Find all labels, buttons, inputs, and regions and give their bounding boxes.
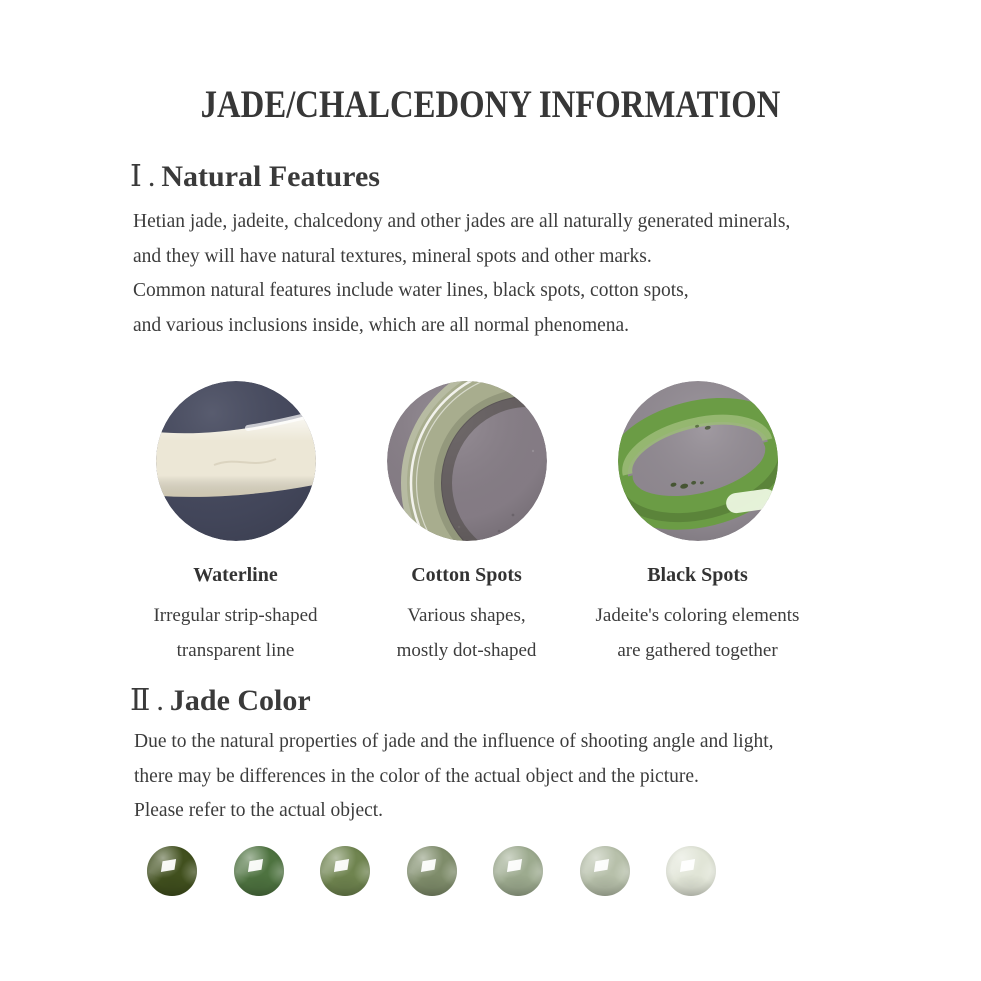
jade-color-swatch-row <box>147 846 716 896</box>
feature-desc-line: transparent line <box>176 640 295 662</box>
feature-description <box>596 598 800 668</box>
section-heading-jade-color <box>130 682 311 720</box>
feature-description <box>153 598 317 668</box>
jade-bead <box>493 846 543 896</box>
paragraph-line: there may be differences in the color of the actual object and the picture. <box>134 765 699 787</box>
bead-highlight-icon <box>334 859 349 872</box>
paragraph-line: Please refer to the actual object. <box>134 800 384 822</box>
section-heading-text: Natural Features <box>161 160 380 193</box>
jade-bead <box>580 846 630 896</box>
section-heading-text: Jade Color <box>169 684 311 717</box>
bead-highlight-icon <box>161 859 176 872</box>
paragraph-line: Hetian jade, jadeite, chalcedony and other jades are all naturally generated minerals, <box>133 211 791 232</box>
feature-columns-row <box>120 381 813 668</box>
feature-desc-line: mostly dot-shaped <box>396 640 537 662</box>
paragraph-line: and they will have natural textures, mineral spots and other marks. <box>133 245 652 267</box>
jade-bead <box>320 846 370 896</box>
bead-highlight-icon <box>507 859 522 872</box>
waterline-photo <box>156 381 316 541</box>
jade-bead <box>407 846 457 896</box>
feature-column-waterline <box>120 381 351 668</box>
feature-description <box>397 598 537 668</box>
feature-desc-line: Various shapes, <box>407 605 526 626</box>
paragraph-line: Due to the natural properties of jade and the influence of shooting angle and light, <box>134 731 774 752</box>
feature-caption: Waterline <box>193 564 278 586</box>
feature-column-cotton-spots <box>351 381 582 668</box>
feature-caption: Cotton Spots <box>411 564 522 586</box>
feature-desc-line: Jadeite's coloring elements <box>595 605 800 626</box>
bead-highlight-icon <box>680 859 695 872</box>
paragraph-line: Common natural features include water lines, black spots, cotton spots, <box>133 280 689 302</box>
bead-highlight-icon <box>593 859 608 872</box>
feature-desc-line: are gathered together <box>617 640 778 662</box>
feature-desc-line: Irregular strip-shaped <box>153 605 318 626</box>
bead-highlight-icon <box>247 859 262 872</box>
section-numeral: Ⅱ. <box>130 684 170 717</box>
paragraph-line: and various inclusions inside, which are all normal phenomena. <box>133 315 630 337</box>
jade-bead <box>147 846 197 896</box>
black-spots-photo <box>618 381 778 541</box>
jade-bead <box>666 846 716 896</box>
bead-highlight-icon <box>420 859 435 872</box>
jade-bead <box>234 846 284 896</box>
cotton-spots-photo <box>387 381 547 541</box>
section-numeral: Ⅰ. <box>130 160 162 193</box>
section-heading-natural-features <box>130 158 380 196</box>
page-title: JADE/CHALCEDONY INFORMATION <box>200 83 781 127</box>
feature-caption: Black Spots <box>647 564 748 586</box>
feature-column-black-spots <box>582 381 813 668</box>
natural-features-paragraph <box>133 205 790 344</box>
jade-color-paragraph <box>134 725 774 829</box>
